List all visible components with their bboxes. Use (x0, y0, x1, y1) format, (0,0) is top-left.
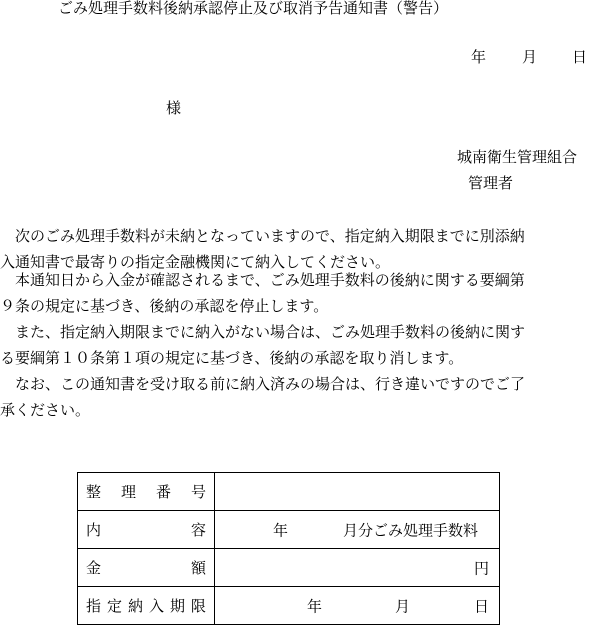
label-char: 額 (190, 559, 206, 577)
label-char: 指 (86, 597, 102, 615)
label-char: 納 (127, 597, 143, 615)
table-label-text (78, 481, 214, 502)
label-char: 内 (86, 521, 102, 539)
label-char: 金 (86, 559, 102, 577)
date-day-label: 日 (572, 48, 588, 66)
label-char: 入 (148, 597, 164, 615)
body-paragraph-3: また、指定納入期限までに納入がない場合は、ごみ処理手数料の後納に関す る要綱第１０条第１項の規定に基づき、後納の承認を取り消します。 (0, 323, 526, 367)
table-label-text (78, 595, 214, 616)
value-reference-number (215, 473, 500, 511)
value-amount: 円 (215, 549, 500, 587)
body-paragraph-4: なお、この通知書を受け取る前に納入済みの場合は、行き違いですのでご了 承ください。 (0, 375, 526, 419)
label-char: 整 (86, 483, 102, 501)
table-label-text (78, 519, 214, 540)
label-char: 定 (106, 597, 122, 615)
date-month-label: 月 (522, 48, 538, 66)
value-payment-deadline: 年 月 日 (215, 587, 500, 625)
label-char: 容 (190, 521, 206, 539)
label-char: 限 (190, 597, 206, 615)
details-table (77, 472, 500, 625)
label-char: 番 (155, 483, 171, 501)
document-title: ごみ処理手数料後納承認停止及び取消予告通知書（警告） (58, 0, 449, 17)
table-row (78, 587, 500, 625)
value-content: 年 月分ごみ処理手数料 (215, 511, 500, 549)
sender-title: 管理者 (468, 174, 514, 192)
body-paragraph-2: 本通知日から入金が確認されるまで、ごみ処理手数料の後納に関する要綱第 ９条の規定に基づき、後納の承認を停止します。 (0, 271, 525, 315)
label-reference-number (78, 473, 215, 511)
body-paragraph-1: 次のごみ処理手数料が未納となっていますので、指定納入期限までに別添納 入通知書で最寄りの指定金融機関にて納入してください。 (0, 227, 525, 271)
table-row (78, 473, 500, 511)
recipient-suffix: 様 (166, 99, 182, 117)
date-year-label: 年 (471, 48, 487, 66)
table-row (78, 511, 500, 549)
table-label-text (78, 557, 214, 578)
label-char: 理 (120, 483, 136, 501)
table-row (78, 549, 500, 587)
label-char: 号 (190, 483, 206, 501)
sender-organization: 城南衛生管理組合 (457, 148, 578, 166)
label-content (78, 511, 215, 549)
label-amount (78, 549, 215, 587)
label-payment-deadline (78, 587, 215, 625)
label-char: 期 (169, 597, 185, 615)
